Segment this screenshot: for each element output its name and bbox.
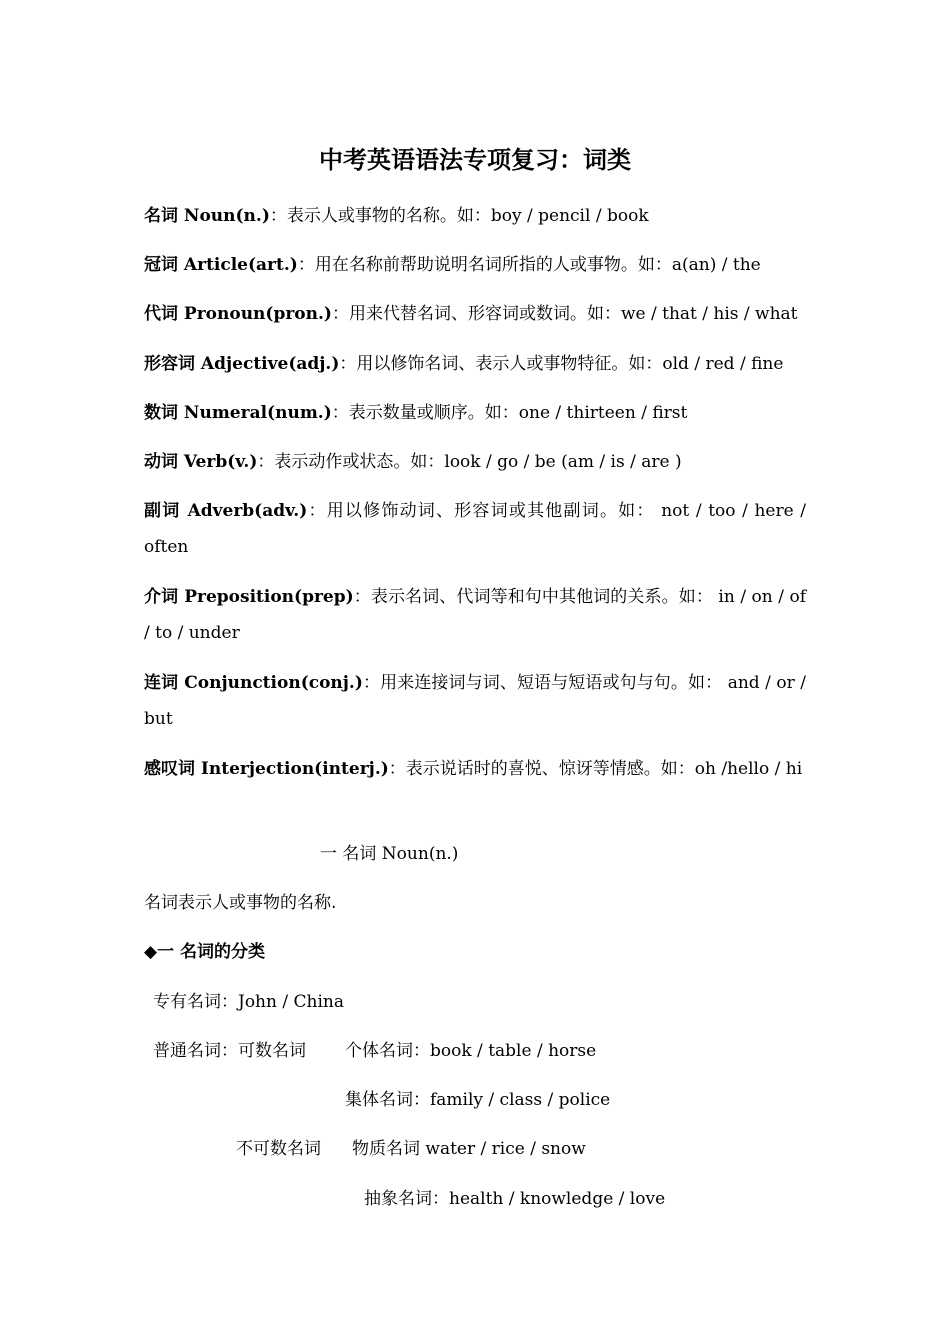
common-noun-label: 普通名词：可数名词 (153, 1041, 306, 1061)
word-class-preposition (144, 579, 806, 651)
term-description: 用来代替名词、形容词或数词。如：we / that / his / what (348, 304, 798, 324)
term-separator: ： (269, 206, 287, 226)
term-description: 用以修饰动词、形容词或其他副词。如： not / too / here / often (144, 501, 807, 557)
proper-noun-line: 专有名词：John / China (153, 992, 344, 1012)
section-intro: 名词表示人或事物的名称. (144, 893, 337, 913)
term-label: 动词 Verb(v.) (144, 452, 258, 472)
term-label: 感叹词 Interjection(interj.) (144, 759, 389, 779)
term-description: 用在名称前帮助说明名词所指的人或事物。如：a(an) / the (314, 255, 761, 275)
word-class-conjunction (144, 665, 806, 737)
subsection-heading: ◆一 名词的分类 (144, 942, 265, 962)
abstract-noun-line: 抽象名词：health / knowledge / love (364, 1189, 666, 1209)
term-label: 代词 Pronoun(pron.) (144, 304, 332, 324)
term-separator: ： (307, 501, 327, 521)
term-label: 连词 Conjunction(conj.) (144, 673, 363, 693)
word-class-interjection (144, 751, 806, 787)
individual-noun-line: 个体名词：book / table / horse (345, 1041, 597, 1061)
term-separator: ： (388, 759, 406, 779)
term-description: 用以修饰名词、表示人或事物特征。如：old / red / fine (356, 354, 784, 374)
term-description: 表示动作或状态。如：look / go / be (am / is / are ) (274, 452, 682, 472)
material-noun-line: 物质名词 water / rice / snow (352, 1139, 586, 1159)
term-label: 介词 Preposition(prep) (144, 587, 354, 607)
term-label: 形容词 Adjective(adj.) (144, 354, 340, 374)
term-label: 冠词 Article(art.) (144, 255, 298, 275)
word-class-noun (144, 204, 649, 228)
term-separator: ： (331, 304, 349, 324)
term-separator: ： (339, 354, 357, 374)
term-label: 数词 Numeral(num.) (144, 403, 332, 423)
term-label: 名词 Noun(n.) (144, 206, 270, 226)
term-separator: ： (353, 587, 371, 607)
collective-noun-line: 集体名词：family / class / police (345, 1090, 611, 1110)
term-separator: ： (362, 673, 381, 693)
term-label: 副词 Adverb(adv.) (144, 501, 308, 521)
term-separator: ： (297, 255, 315, 275)
term-description: 表示数量或顺序。如：one / thirteen / first (348, 403, 688, 423)
term-description: 表示说话时的喜悦、惊讶等情感。如：oh /hello / hi (405, 759, 803, 779)
term-separator: ： (257, 452, 275, 472)
page-title: 中考英语语法专项复习：词类 (319, 145, 631, 174)
word-class-pronoun (144, 302, 798, 326)
section-heading-noun: 一 名词 Noun(n.) (320, 844, 459, 864)
word-class-verb (144, 450, 682, 474)
word-class-numeral (144, 401, 687, 425)
term-description: 表示名词、代词等和句中其他词的关系。如： in / on / of / to / under (144, 587, 806, 643)
term-description: 表示人或事物的名称。如：boy / pencil / book (286, 206, 649, 226)
term-description: 用来连接词与词、短语与短语或句与句。如： and / or / but (144, 673, 807, 729)
word-class-article (144, 253, 761, 277)
uncountable-noun-label: 不可数名词 (236, 1139, 321, 1159)
term-separator: ： (331, 403, 349, 423)
word-class-adjective (144, 352, 783, 376)
word-class-adverb (144, 493, 806, 565)
